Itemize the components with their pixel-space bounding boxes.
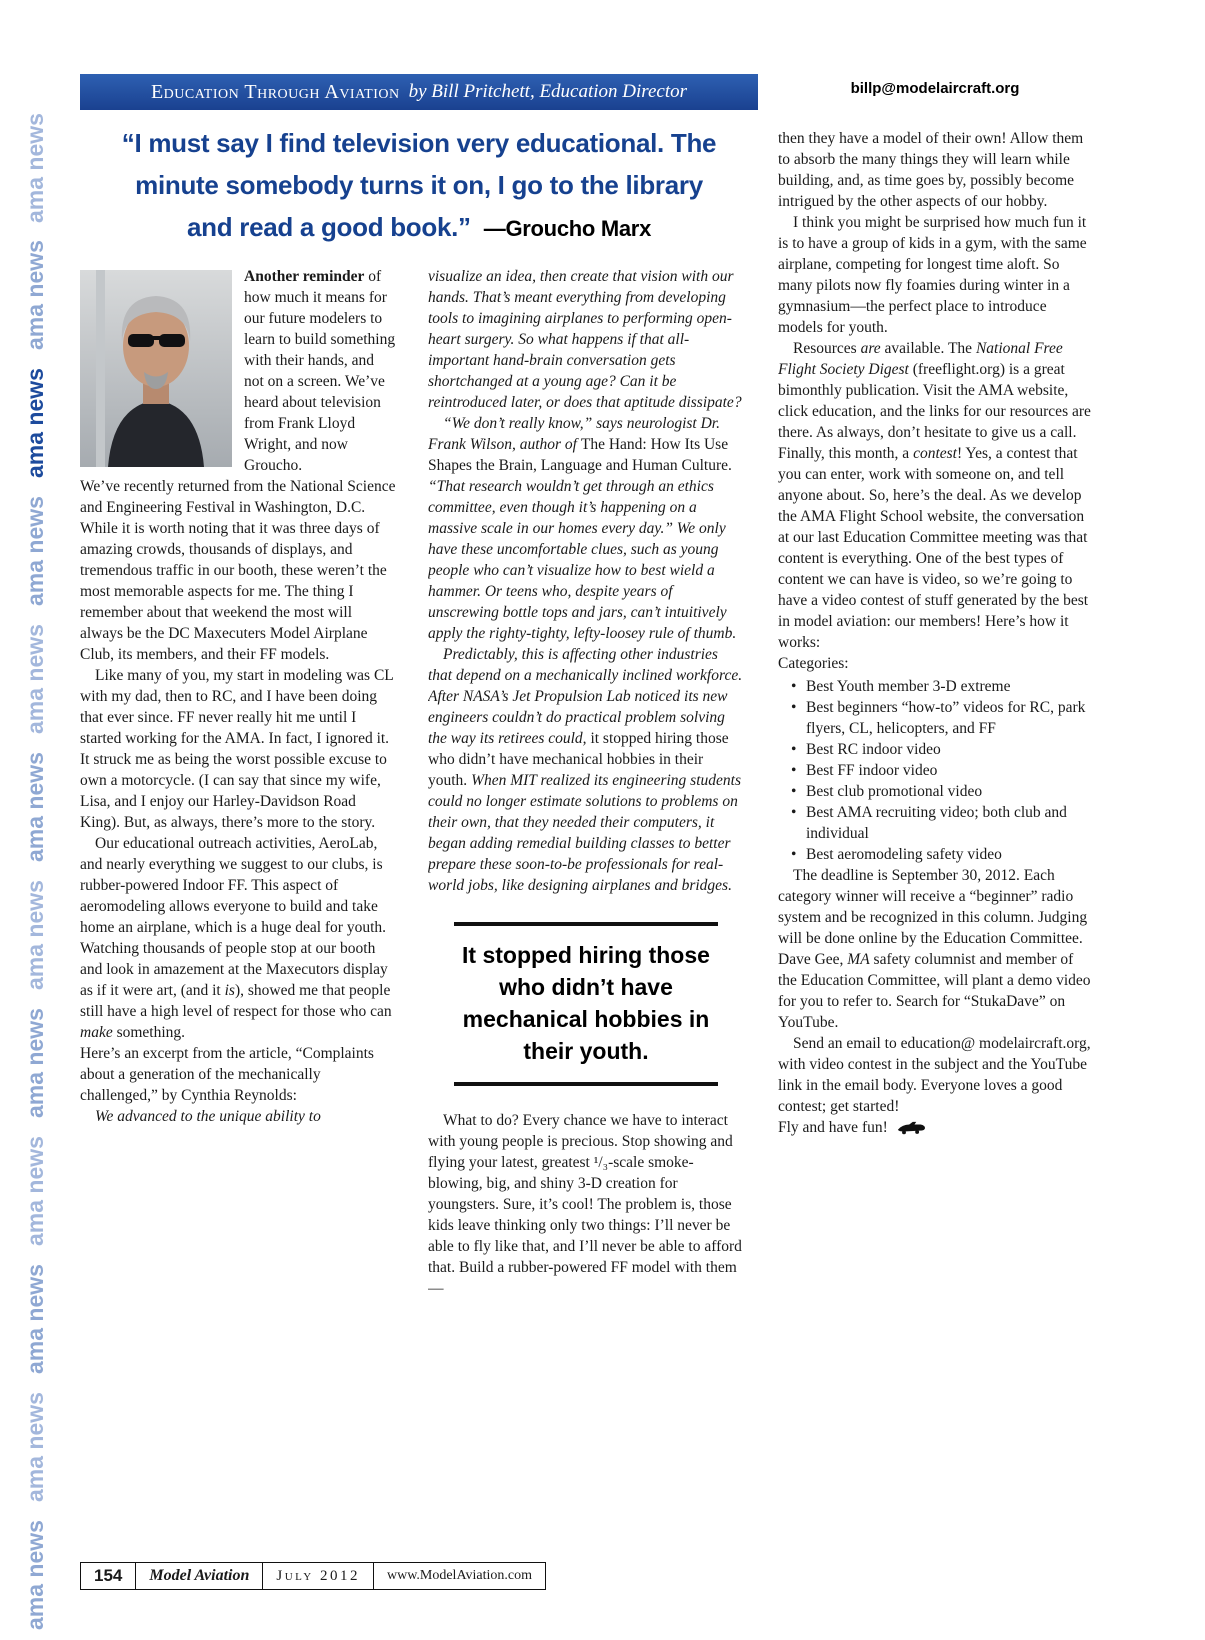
text-segment: ! Yes, a contest that you can enter, work with someone on, and tell anyone about. So, here’s the deal. As we develop the AMA Flight School website, the conversation at our last Education Committee meeting was that content is everything. One of the best types of content we can have is video, so we’re going to have a video contest of stuff generated by the best in model aviation: our members! Here’s how it works: bbox=[778, 445, 1089, 651]
text-segment: of how much it means for our future modelers to learn to build something with their hands, and not on a screen. We’ve heard about television from Frank Lloyd Wright, and now Groucho. bbox=[244, 268, 396, 474]
text-segment: is bbox=[224, 982, 235, 999]
text-segment: ama news bbox=[22, 624, 48, 735]
issue-date: July 2012 bbox=[276, 1567, 360, 1584]
signoff-text: Fly and have fun! bbox=[778, 1119, 888, 1136]
paragraph: We’ve recently returned from the National Science and Engineering Festival in Washington, D.C. While it is worth noting that it was three days of amazing crowds, thousands of displays, and tremendous traffic in our booth, these weren’t the most memorable aspects for me. The thing I remember about that weekend the most will always be the DC Maxecuters Model Airplane Club, its members, and their FF models. bbox=[80, 478, 396, 663]
text-segment: Resources bbox=[793, 340, 861, 357]
text-segment: make bbox=[80, 1024, 113, 1041]
categories-label: Categories: bbox=[778, 655, 849, 672]
text-segment: safety columnist and member of the Education Committee, will plant a demo video for you to refer to. Search for “StukaDave” on YouTube. bbox=[778, 951, 1091, 1031]
footer-url-cell bbox=[374, 1563, 545, 1589]
column-3 bbox=[778, 128, 1094, 1520]
page-footer bbox=[80, 1562, 546, 1590]
airplane-icon bbox=[896, 1121, 926, 1135]
section-banner bbox=[80, 74, 758, 110]
text-segment: (freeflight.org) is a great bimonthly publication. Visit the AMA website, click education, and the links for our resources are there. As always, don’t hesitate to give us a call. bbox=[778, 361, 1091, 441]
text-segment: The Hand: How Its Use Shapes the Brain, Language and Human Culture. bbox=[428, 436, 732, 474]
text-segment: ama news bbox=[22, 1520, 48, 1630]
page-number: 154 bbox=[94, 1566, 123, 1585]
quote-last-line bbox=[80, 206, 758, 250]
text-segment: The deadline is September 30, 2012. Each category winner will receive a “beginner” radio system and be recognized in this column. Judging will be done online by the Education Committee. Dave Gee, bbox=[778, 867, 1088, 968]
categories-list bbox=[778, 676, 1094, 865]
quote-line: minute somebody turns it on, I go to the library bbox=[135, 170, 703, 200]
category-item: • Best Youth member 3-D extreme bbox=[778, 676, 1094, 697]
pull-quote: It stopped hiring those who didn’t have mechanical hobbies in their youth. bbox=[454, 922, 718, 1086]
text-segment: When MIT realized its engineering students could no longer estimate solutions to problems on their own, that they needed their computers, it began adding remedial building classes to better prepare these soon-to-be professionals for real-world jobs, like designing airplanes and bridges. bbox=[428, 772, 741, 894]
paragraph bbox=[778, 338, 1094, 443]
paragraph: What to do? Every chance we have to interact with young people is precious. Stop showing and flying your latest, greatest ¹/₃-scale smoke-blowing, big, and shiny 3-D creation for youngsters. Sure, it’s cool! The problem is, those kids leave thinking only two things: I’ll never be able to fly like that, and I’ll never be able to afford that. Build a rubber-powered FF model with them— bbox=[428, 1112, 742, 1297]
paragraph: Like many of you, my start in modeling was CL with my dad, then to RC, and I have been doing that ever since. FF never really hit me until I started working for the AMA. In fact, I ignored it. It struck me as being the worst possible excuse to own a motorcycle. (I can say that since my wife, Lisa, and I enjoy our Harley-Davidson Road King). But, as always, there’s more to the story. bbox=[80, 667, 394, 831]
paragraph bbox=[428, 644, 744, 896]
groucho-quote bbox=[80, 122, 758, 250]
text-segment: ama news bbox=[22, 1008, 48, 1119]
author-email: billp@modelaircraft.org bbox=[850, 80, 1020, 97]
category-item: • Best RC indoor video bbox=[778, 739, 1094, 760]
text-segment: it stopped hiring those who didn’t have mechanical hobbies in their youth. bbox=[428, 730, 729, 789]
text-segment: “That research wouldn’t get through an ethics committee, even though it’s happening on a massive scale in our homes every day.” We only have these uncomfortable clues, such as young people who can’t visualize how to best wield a hammer. Or teens who, despite years of unscrewing bottle tops and jars, can’t intuitively apply the righty-tighty, lefty-loosey rule of thumb. bbox=[428, 478, 737, 642]
website-url: www.ModelAviation.com bbox=[386, 1568, 532, 1583]
text-segment: ama news bbox=[22, 752, 48, 863]
text-segment: ama news bbox=[22, 112, 48, 223]
paragraph: Send an email to education@ modelaircraft.org, with video contest in the subject and the YouTube link in the email body. Everyone loves a good contest; get started! bbox=[778, 1035, 1091, 1115]
excerpt-start: We advanced to the unique ability to bbox=[95, 1108, 321, 1125]
paragraph bbox=[428, 413, 744, 644]
author-photo-image bbox=[80, 270, 232, 467]
text-segment: ama news bbox=[22, 368, 48, 479]
paragraph: Here’s an excerpt from the article, “Complaints about a generation of the mechanically challenged,” by Cynthia Reynolds: bbox=[80, 1045, 374, 1104]
text-segment: ama news bbox=[22, 1392, 48, 1503]
footer-date-cell bbox=[263, 1563, 374, 1589]
magazine-title: Model Aviation bbox=[149, 1567, 250, 1584]
text-segment: “We don’t really know,” says neurologist Dr. Frank Wilson, author of bbox=[428, 415, 720, 453]
footer-magazine-cell bbox=[136, 1563, 263, 1589]
category-item: • Best club promotional video bbox=[778, 781, 1094, 802]
category-item: • Best FF indoor video bbox=[778, 760, 1094, 781]
banner-byline: by Bill Pritchett, Education Director bbox=[408, 81, 688, 102]
paragraph: then they have a model of their own! Allow them to absorb the many things they will learn while building, and, as time goes by, possibly become intrigued by the other aspects of our hobby. bbox=[778, 130, 1084, 210]
text-segment: Finally, this month, a bbox=[778, 445, 914, 462]
text-segment: available. The bbox=[880, 340, 976, 357]
quote-line: and read a good book.” bbox=[187, 212, 471, 242]
excerpt-paragraph: visualize an idea, then create that vision with our hands. That’s meant everything from developing tools to imagining airplanes to performing open-heart surgery. So what happens if that all-important hand-brain conversation gets shortchanged at a young age? Can it be reintroduced later, or does that aptitude dissipate? bbox=[428, 268, 742, 411]
text-segment: ama news bbox=[22, 240, 48, 351]
text-segment: Our educational outreach activities, AeroLab, and nearly everything we suggest to our clubs, is rubber-powered Indoor FF. This aspect of aeromodeling allows everyone to build and take home an airplane, which is a huge deal for youth. Watching thousands of people stop at our booth and look in amazement at the Maxecutors display as if it were art, (and it bbox=[80, 835, 388, 999]
text-segment: ama news bbox=[22, 1264, 48, 1375]
banner-title: Education Through Aviation bbox=[150, 80, 400, 103]
paragraph bbox=[80, 833, 396, 1043]
ama-news-side-strip bbox=[22, 10, 62, 1630]
text-segment: ama news bbox=[22, 496, 48, 607]
author-photo bbox=[80, 270, 232, 467]
text-segment: something. bbox=[112, 1024, 186, 1041]
text-segment: ), showed me that people still have a high level of respect for those who can bbox=[80, 982, 392, 1020]
category-item: • Best beginners “how-to” videos for RC, park flyers, CL, helicopters, and FF bbox=[778, 697, 1094, 739]
category-item: • Best aeromodeling safety video bbox=[778, 844, 1094, 865]
text-segment: National Free Flight Society Digest bbox=[778, 340, 1063, 378]
footer-page-number-cell bbox=[81, 1563, 136, 1589]
paragraph: I think you might be surprised how much fun it is to have a group of kids in a gym, with the same airplane, competing for longest time aloft. So many pilots now fly foamies during winter in a gymnasium—the perfect place to introduce models for youth. bbox=[778, 214, 1087, 336]
signoff bbox=[778, 1117, 1094, 1138]
paragraph bbox=[778, 443, 1094, 653]
text-segment: ama news bbox=[22, 880, 48, 991]
text-segment: Another reminder bbox=[244, 268, 365, 285]
paragraph bbox=[778, 865, 1094, 1033]
text-segment: contest bbox=[913, 445, 957, 462]
quote-line: “I must say I find television very educational. The bbox=[121, 128, 717, 158]
category-item: • Best AMA recruiting video; both club and individual bbox=[778, 802, 1094, 844]
text-segment: ama news bbox=[22, 1136, 48, 1247]
column-2 bbox=[428, 266, 744, 1516]
column-1 bbox=[80, 266, 396, 1501]
text-segment: Predictably, this is affecting other industries that depend on a mechanically inclined workforce. After NASA’s Jet Propulsion Lab noticed its new engineers couldn’t do practical problem solving the way its retirees could, bbox=[428, 646, 743, 747]
quote-attribution: —Groucho Marx bbox=[483, 216, 651, 241]
text-segment: MA bbox=[847, 951, 870, 968]
text-segment: are bbox=[860, 340, 881, 357]
